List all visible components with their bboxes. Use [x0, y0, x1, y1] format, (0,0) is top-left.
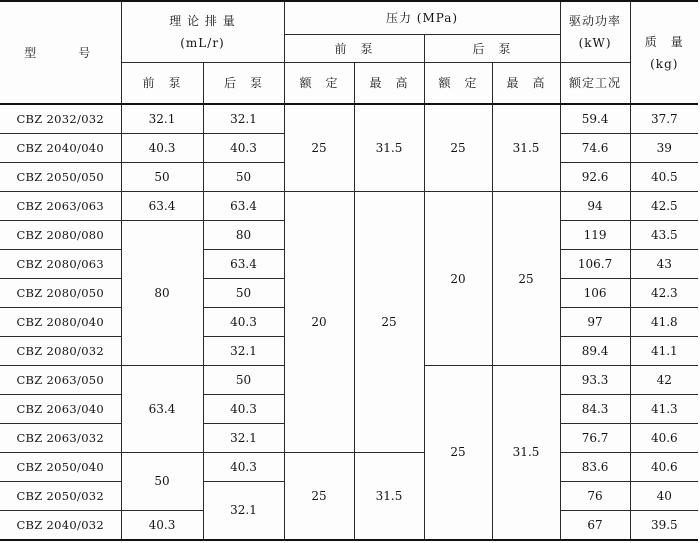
model-cell: CBZ 2080/032	[0, 336, 121, 365]
header-mass-unit: (kg)	[650, 56, 679, 71]
power-cell: 84.3	[560, 394, 630, 423]
header-pressure-rear: 后 泵	[424, 34, 560, 62]
power-cell: 106.7	[560, 250, 630, 279]
front-displacement-cell: 32.1	[121, 104, 203, 134]
header-power	[560, 1, 630, 62]
mass-cell: 42	[630, 365, 698, 394]
rear-max-pressure-cell: 31.5	[492, 365, 560, 540]
mass-cell: 39	[630, 134, 698, 163]
power-cell: 74.6	[560, 134, 630, 163]
rear-rated-pressure-cell: 25	[424, 104, 492, 192]
model-cell: CBZ 2080/050	[0, 279, 121, 308]
front-rated-pressure-cell: 25	[284, 104, 354, 192]
model-cell: CBZ 2032/032	[0, 104, 121, 134]
rear-displacement-cell: 32.1	[203, 481, 284, 540]
front-displacement-cell: 40.3	[121, 134, 203, 163]
model-cell: CBZ 2063/063	[0, 192, 121, 221]
mass-cell: 42.5	[630, 192, 698, 221]
rear-displacement-cell: 50	[203, 279, 284, 308]
model-cell: CBZ 2050/050	[0, 163, 121, 192]
power-cell: 76	[560, 481, 630, 510]
rear-displacement-cell: 32.1	[203, 336, 284, 365]
power-cell: 106	[560, 279, 630, 308]
model-cell: CBZ 2050/040	[0, 452, 121, 481]
front-rated-pressure-cell: 20	[284, 192, 354, 452]
model-cell: CBZ 2040/040	[0, 134, 121, 163]
header-front-pump: 前 泵	[121, 62, 203, 104]
table-row	[0, 192, 698, 221]
front-displacement-cell: 50	[121, 452, 203, 510]
model-cell: CBZ 2080/063	[0, 250, 121, 279]
model-cell: CBZ 2063/032	[0, 423, 121, 452]
header-power-unit: (kW)	[578, 35, 612, 50]
mass-cell: 42.3	[630, 279, 698, 308]
rear-displacement-cell: 50	[203, 163, 284, 192]
table-row	[0, 452, 698, 481]
mass-cell: 40.5	[630, 163, 698, 192]
header-rear-max: 最 高	[492, 62, 560, 104]
rear-displacement-cell: 40.3	[203, 308, 284, 337]
front-displacement-cell: 50	[121, 163, 203, 192]
power-cell: 97	[560, 308, 630, 337]
header-rear-rated: 额 定	[424, 62, 492, 104]
rear-max-pressure-cell: 25	[492, 192, 560, 366]
power-cell: 83.6	[560, 452, 630, 481]
front-displacement-cell: 63.4	[121, 192, 203, 221]
model-cell: CBZ 2040/032	[0, 510, 121, 540]
power-cell: 89.4	[560, 336, 630, 365]
rear-displacement-cell: 40.3	[203, 394, 284, 423]
header-pressure-front: 前 泵	[284, 34, 424, 62]
rear-displacement-cell: 63.4	[203, 250, 284, 279]
power-cell: 67	[560, 510, 630, 540]
header-mass-title: 质 量	[644, 34, 684, 49]
rear-displacement-cell: 63.4	[203, 192, 284, 221]
rear-max-pressure-cell: 31.5	[492, 104, 560, 192]
front-displacement-cell: 80	[121, 221, 203, 366]
mass-cell: 43.5	[630, 221, 698, 250]
mass-cell: 40	[630, 481, 698, 510]
rear-displacement-cell: 40.3	[203, 134, 284, 163]
model-cell: CBZ 2050/032	[0, 481, 121, 510]
power-cell: 94	[560, 192, 630, 221]
table-row	[0, 104, 698, 134]
header-pressure: 压力 (MPa)	[284, 1, 560, 34]
header-model: 型 号	[0, 1, 121, 104]
header-rear-pump: 后 泵	[203, 62, 284, 104]
rear-displacement-cell: 32.1	[203, 423, 284, 452]
front-max-pressure-cell: 31.5	[354, 104, 424, 192]
mass-cell: 39.5	[630, 510, 698, 540]
header-front-max: 最 高	[354, 62, 424, 104]
rear-rated-pressure-cell: 25	[424, 365, 492, 540]
front-rated-pressure-cell: 25	[284, 452, 354, 540]
header-displacement-title: 理 论 排 量	[169, 13, 236, 28]
mass-cell: 37.7	[630, 104, 698, 134]
power-cell: 92.6	[560, 163, 630, 192]
model-cell: CBZ 2080/040	[0, 308, 121, 337]
rear-displacement-cell: 40.3	[203, 452, 284, 481]
mass-cell: 41.3	[630, 394, 698, 423]
rear-displacement-cell: 32.1	[203, 104, 284, 134]
front-max-pressure-cell: 31.5	[354, 452, 424, 540]
header-power-condition: 额定工况	[560, 62, 630, 104]
header-displacement	[121, 1, 284, 62]
power-cell: 76.7	[560, 423, 630, 452]
rear-displacement-cell: 80	[203, 221, 284, 250]
model-cell: CBZ 2063/040	[0, 394, 121, 423]
model-cell: CBZ 2063/050	[0, 365, 121, 394]
mass-cell: 43	[630, 250, 698, 279]
rear-rated-pressure-cell: 20	[424, 192, 492, 366]
front-displacement-cell: 40.3	[121, 510, 203, 540]
rear-displacement-cell: 50	[203, 365, 284, 394]
model-cell: CBZ 2080/080	[0, 221, 121, 250]
front-max-pressure-cell: 25	[354, 192, 424, 452]
header-front-rated: 额 定	[284, 62, 354, 104]
power-cell: 93.3	[560, 365, 630, 394]
power-cell: 119	[560, 221, 630, 250]
front-displacement-cell: 63.4	[121, 365, 203, 452]
power-cell: 59.4	[560, 104, 630, 134]
mass-cell: 41.1	[630, 336, 698, 365]
mass-cell: 40.6	[630, 423, 698, 452]
mass-cell: 40.6	[630, 452, 698, 481]
header-displacement-unit: (mL/r)	[180, 35, 225, 50]
header-mass	[630, 1, 698, 104]
header-power-title: 驱动功率	[569, 13, 622, 28]
mass-cell: 41.8	[630, 308, 698, 337]
